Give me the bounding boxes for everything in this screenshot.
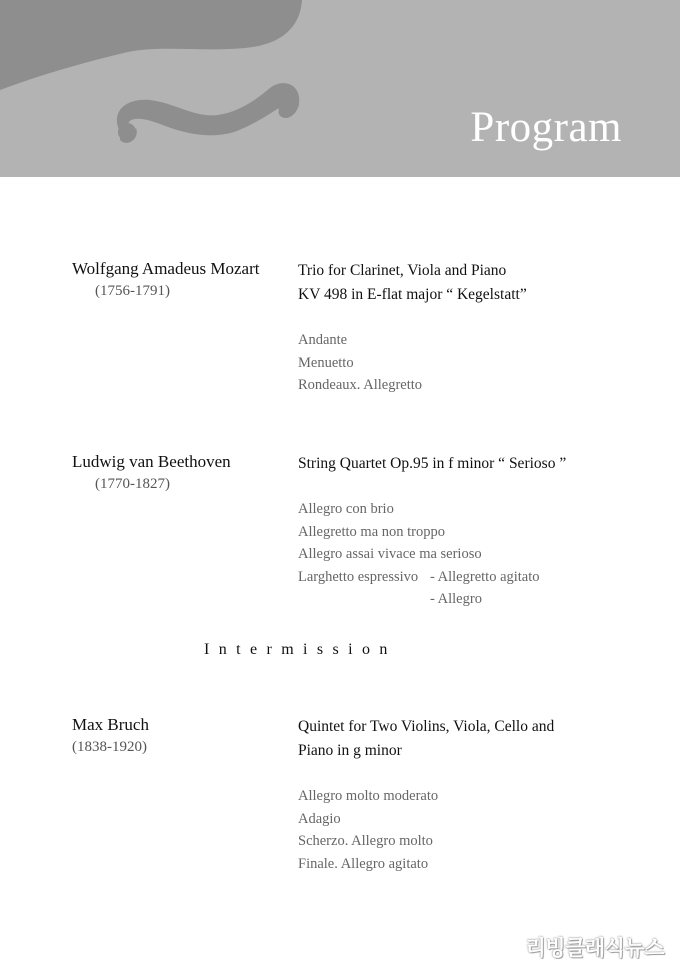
movement: Andante <box>298 332 348 348</box>
movement: Allegretto ma non troppo <box>298 523 445 540</box>
composer-name: Wolfgang Amadeus Mozart <box>72 259 260 278</box>
sub-movement: - Allegro <box>430 591 482 607</box>
composer-dates: (1756-1791) <box>95 283 170 299</box>
movement: Menuetto <box>298 354 354 371</box>
movement-list <box>298 785 438 875</box>
composer-dates: (1770-1827) <box>95 476 170 492</box>
movement: Finale. Allegro agitato <box>298 855 429 872</box>
intermission-label: Intermission <box>204 641 397 658</box>
composer-dates: (1838-1920) <box>72 739 147 755</box>
movement: Scherzo. Allegro molto <box>298 833 433 849</box>
work-title-line: KV 498 in E-flat major “ Kegelstatt” <box>298 286 527 303</box>
movement: Larghetto espressivo <box>298 568 419 585</box>
watermark-logo: 리빙클래식뉴스 <box>525 936 664 960</box>
movement-list <box>298 498 540 611</box>
work-title-line: Trio for Clarinet, Viola and Piano <box>298 262 507 279</box>
movement: Allegro con brio <box>298 501 394 517</box>
movement: Allegro assai vivace ma serioso <box>298 546 482 562</box>
work-title-line: String Quartet Op.95 in f minor “ Serioso ” <box>298 455 567 472</box>
sub-movement: - Allegretto agitato <box>430 568 540 585</box>
header-banner <box>0 0 680 177</box>
sub-movement-row <box>298 588 482 611</box>
work-title <box>298 452 566 476</box>
work-title-line: Piano in g minor <box>298 742 402 759</box>
work-title <box>298 259 527 307</box>
work-title-line: Quintet for Two Violins, Viola, Cello and <box>298 718 555 735</box>
movement: Adagio <box>298 810 341 827</box>
movement-with-sub <box>298 566 540 589</box>
movement-list <box>298 329 422 397</box>
movement: Rondeaux. Allegretto <box>298 377 423 393</box>
composer-name: Max Bruch <box>72 715 149 734</box>
page-title: Program <box>470 104 622 151</box>
work-title <box>298 715 554 763</box>
composer-name: Ludwig van Beethoven <box>72 452 231 471</box>
movement: Allegro molto moderato <box>298 788 439 804</box>
